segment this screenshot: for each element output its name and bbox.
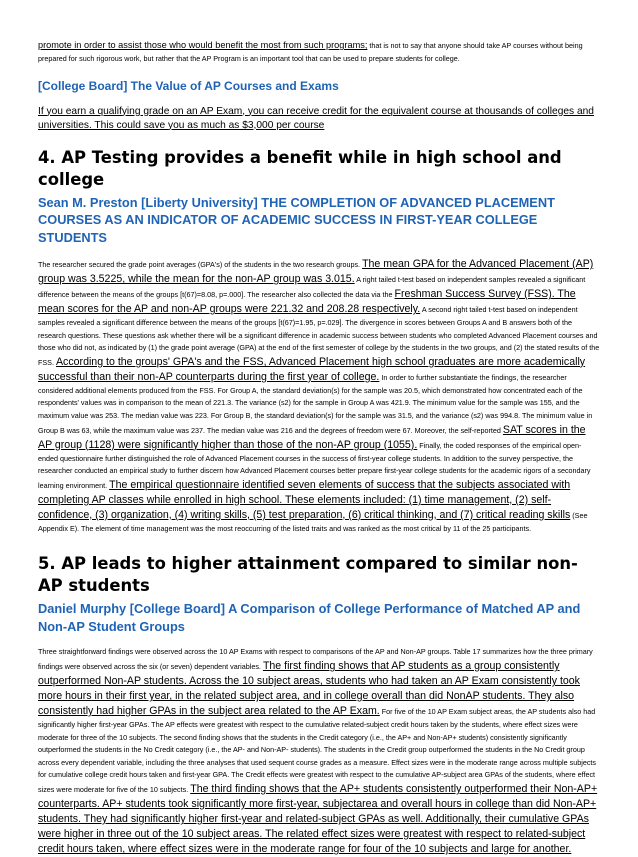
credit-paragraph: If you earn a qualifying grade on an AP Exam, you can receive credit for the equivalent course at thousands of colleges and universities. This could save you as much as $3,000 per course xyxy=(38,105,594,131)
s5-text-1: Three straightforward findings were observed across the 10 AP Exams with respect to comparisons of the AP and Non-AP groups. Table 17 summarizes how the three primary findings were observed across the six (or seven) dependent variables. xyxy=(38,647,593,672)
s5-highlight-2: The third finding shows that the AP+ students consistently outperformed their Non-AP+ counterparts. AP+ students took significantly more first-year, subjectarea and overall hours in college than did Non-AP+ students. They had significantly higher first-year and related-subject GPAs as well. Additionally, their cumulative GPAs were higher in three out of the 10 subject areas. The related effect sizes were greatest with respect to related-subject credit hours taken, where effect sizes were in the moderate range for four of the 10 subjects and large for another. xyxy=(38,783,598,855)
section-5-body xyxy=(38,646,600,857)
section-4-heading: 4. AP Testing provides a benefit while in high school and college xyxy=(38,147,562,189)
s4-text-3: A second right tailed t-test based on independent samples revealed a significant difference between the means of the groups [t(67)=1.95, p=.029]. The divergence in scores between Groups A and B answers both of the research questions. These questions ask whether there will be a significant difference in academic success between students who completed Advanced Placement courses and those who did not, as indicated by (1) the grade point average (GPA) at the end of the first semester of college by the students in the two groups, and (2) the stated results of the FSS. xyxy=(38,305,600,367)
s4-highlight-3: According to the groups' GPA's and the FSS, Advanced Placement high school graduates are more academically successful than their non-AP counterparts during the first year of college. xyxy=(38,355,586,383)
section-4-citation: Sean M. Preston [Liberty University] THE COMPLETION OF ADVANCED PLACEMENT COURSES AS AN INDICATOR OF ACADEMIC SUCCESS IN FIRST-YEAR COLLEGE STUDENTS xyxy=(38,194,555,245)
s4-text-4: In order to further substantiate the findings, the researcher considered additional elements produced from the FSS. For Group A, the standard deviation(s) for the sample was 20.5, which demonstrated how concentrated each of the respondents' values was in comparison to the mean of 221.3. The variance (s2) for the sample in Group A was 421.9. The minimum value for the sample was 155, and the maximum value was 253. The median value was 223. For Group B, the standard deviation(s) for the sample was 31.5, and the variance (s2) was 994.8. The minimum value in Group B was 63, while the maximum value was 237. The median value was 216 and the degrees of freedom were 67. Moreover, the self-reported xyxy=(38,372,593,435)
s4-highlight-5: The empirical questionnaire identified seven elements of success that the subjects associated with completing AP classes while enrolled in high school. These elements included: (1) time management, (2) self-confidence, (3) organization, (4) writing skills, (5) test preparation, (6) critical thinking, and (7) critical reading skills xyxy=(38,478,571,521)
s4-highlight-1: The mean GPA for the Advanced Placement (AP) group was 3.5225, while the mean for the non-AP group was 3.015. xyxy=(38,258,594,286)
s4-text-5: Finally, the coded responses of the empirical open-ended questionnaire further distinguished the role of Advanced Placement courses in the success of first-year college students. In addition to the survey perspective, the researcher conducted an empirical study to further discern how Advanced Placement courses better prepare first-year college students for the academic rigors of a secondary learning environment. xyxy=(38,440,591,490)
intro-underlined: promote in order to assist those who would benefit the most from such programs; xyxy=(38,40,368,50)
intro-rest: that is not to say that anyone should take AP courses without being prepared for such rigorous work, but rather that the AP Program is an important tool that can be used to prepare students for college. xyxy=(38,41,583,63)
intro-paragraph xyxy=(38,38,600,66)
section-4-body xyxy=(38,257,600,535)
citation-value-of-ap: [College Board] The Value of AP Courses and Exams xyxy=(38,78,339,93)
s5-highlight-1: The first finding shows that AP students as a group consistently outperformed Non-AP students. Across the 10 subject areas, students who had taken an AP Exam consistently took more hours in their first year, in the related subject area, and in college overall than did NonAP students. They also consistently had higher GPAs in the subject area related to the AP Exam. xyxy=(38,660,580,718)
s4-text-1: The researcher secured the grade point averages (GPA's) of the students in the two research groups. xyxy=(38,260,361,270)
section-5-citation: Daniel Murphy [College Board] A Comparison of College Performance of Matched AP and Non-AP Student Groups xyxy=(38,601,581,634)
s5-text-2: For five of the 10 AP Exam subject areas, the AP students also had significantly higher first-year GPAs. The AP effects were greatest with respect to the cumulative related-subject credit hours taken by the students, where effect sizes were moderate for three of the 10 subjects. The second finding shows that the students in the Credit category (i.e., the AP+ and Non-AP+ students) consistently significantly outperformed the students in the No Credit category (i.e., the AP- and Non-AP- students). The students in the Credit group outperformed the students in the No Credit group across every dependent variable, including the three analyses that used sequent course grades as a measure. Effect sizes were in the moderate range across multiple subjects for cumulative college credit hours taken and first-year GPA. The Credit effects were greatest with respect to the cumulative AP-subject area GPAs of the students, where effect sizes were moderate for five of the 10 subjects. xyxy=(38,707,597,794)
section-5-heading: 5. AP leads to higher attainment compared to similar non-AP students xyxy=(38,554,578,596)
s4-highlight-2: Freshman Success Survey (FSS). The mean scores for the AP and non-AP groups were 221.32 and 208.28 respectively. xyxy=(38,288,576,316)
s4-highlight-4: SAT scores in the AP group (1128) were significantly higher than those of the non-AP group (1055). xyxy=(38,423,586,451)
s4-text-6: (See Appendix E). The element of time management was the most reoccurring of the listed traits and was ranked as the most critical by 11 of the 25 participants. xyxy=(38,510,588,533)
s4-text-2: A right tailed t-test based on independent samples revealed a significant difference between the means of the groups [t(67)=8.08, p=.000]. The researcher also collected the data via the xyxy=(38,275,586,300)
